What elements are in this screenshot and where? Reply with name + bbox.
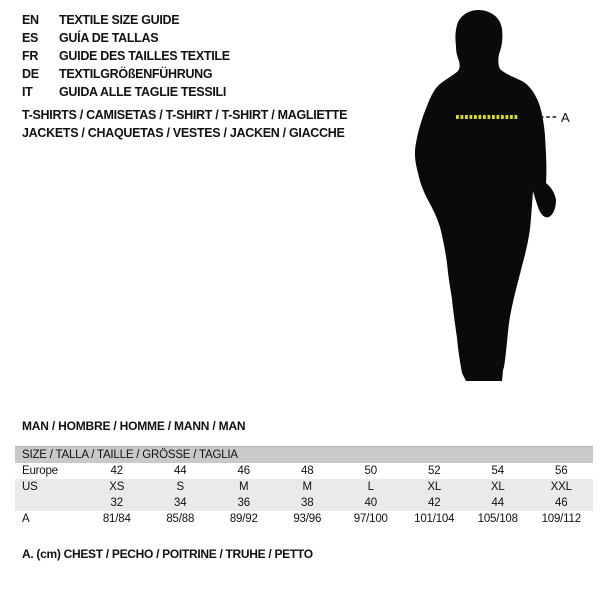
size-value: 97/100 bbox=[353, 513, 388, 525]
row-label: A bbox=[22, 513, 30, 525]
size-value: 42 bbox=[428, 497, 441, 509]
language-code: ES bbox=[22, 31, 39, 45]
size-value: 42 bbox=[110, 465, 123, 477]
size-value: 38 bbox=[301, 497, 314, 509]
size-table-body bbox=[15, 463, 593, 527]
size-value: 32 bbox=[110, 497, 123, 509]
size-value: 40 bbox=[364, 497, 377, 509]
size-table-header: SIZE / TALLA / TAILLE / GRÖSSE / TAGLIA bbox=[15, 446, 593, 463]
size-value: 44 bbox=[174, 465, 187, 477]
size-value: 93/96 bbox=[293, 513, 322, 525]
language-label: TEXTILE SIZE GUIDE bbox=[59, 13, 180, 27]
size-value: L bbox=[367, 481, 374, 493]
product-category-line: JACKETS / CHAQUETAS / VESTES / JACKEN / GIACCHE bbox=[22, 126, 345, 140]
language-code: IT bbox=[22, 85, 33, 99]
language-code: FR bbox=[22, 49, 39, 63]
size-value: 44 bbox=[491, 497, 504, 509]
size-value: M bbox=[239, 481, 249, 493]
measurement-footnote: A. (cm) CHEST / PECHO / POITRINE / TRUHE / PETTO bbox=[22, 547, 313, 561]
language-row bbox=[22, 11, 230, 29]
size-value: 56 bbox=[555, 465, 568, 477]
size-value: 34 bbox=[174, 497, 187, 509]
language-row bbox=[22, 47, 230, 65]
size-value: 89/92 bbox=[229, 513, 258, 525]
language-label: TEXTILGRÖßENFÜHRUNG bbox=[59, 67, 213, 81]
language-row bbox=[22, 65, 230, 83]
product-category-line: T-SHIRTS / CAMISETAS / T-SHIRT / T-SHIRT / MAGLIETTE bbox=[22, 108, 348, 122]
size-value: 54 bbox=[491, 465, 504, 477]
language-list bbox=[22, 11, 230, 101]
language-label: GUIDE DES TAILLES TEXTILE bbox=[59, 49, 230, 63]
row-label: Europe bbox=[22, 465, 58, 477]
size-value: XL bbox=[427, 481, 442, 493]
size-value: 52 bbox=[428, 465, 441, 477]
size-value: M bbox=[302, 481, 312, 493]
language-label: GUIDA ALLE TAGLIE TESSILI bbox=[59, 85, 227, 99]
size-value: 46 bbox=[555, 497, 568, 509]
size-value: XXL bbox=[550, 481, 572, 493]
language-row bbox=[22, 29, 230, 47]
size-value: 48 bbox=[301, 465, 314, 477]
size-value: 46 bbox=[237, 465, 250, 477]
product-category-lines bbox=[22, 106, 347, 142]
size-value: S bbox=[176, 481, 184, 493]
language-label: GUÍA DE TALLAS bbox=[59, 31, 159, 45]
language-code: DE bbox=[22, 67, 39, 81]
size-value: 50 bbox=[364, 465, 377, 477]
table-row bbox=[15, 511, 593, 527]
size-value: 36 bbox=[237, 497, 250, 509]
language-row bbox=[22, 83, 230, 101]
size-value: 81/84 bbox=[102, 513, 131, 525]
size-value: 109/112 bbox=[541, 513, 581, 525]
size-value: XL bbox=[490, 481, 505, 493]
size-value: XS bbox=[109, 481, 125, 493]
size-value: 85/88 bbox=[166, 513, 195, 525]
table-row bbox=[15, 495, 593, 511]
size-table bbox=[15, 446, 593, 527]
man-silhouette bbox=[415, 10, 556, 381]
language-code: EN bbox=[22, 13, 39, 27]
table-row bbox=[15, 463, 593, 479]
section-title-man: MAN / HOMBRE / HOMME / MANN / MAN bbox=[22, 419, 246, 433]
table-row bbox=[15, 479, 593, 495]
row-label: US bbox=[22, 481, 38, 493]
measure-label-a: A bbox=[561, 110, 570, 125]
man-silhouette-figure bbox=[410, 5, 575, 395]
size-value: 105/108 bbox=[477, 513, 518, 525]
size-value: 101/104 bbox=[414, 513, 455, 525]
